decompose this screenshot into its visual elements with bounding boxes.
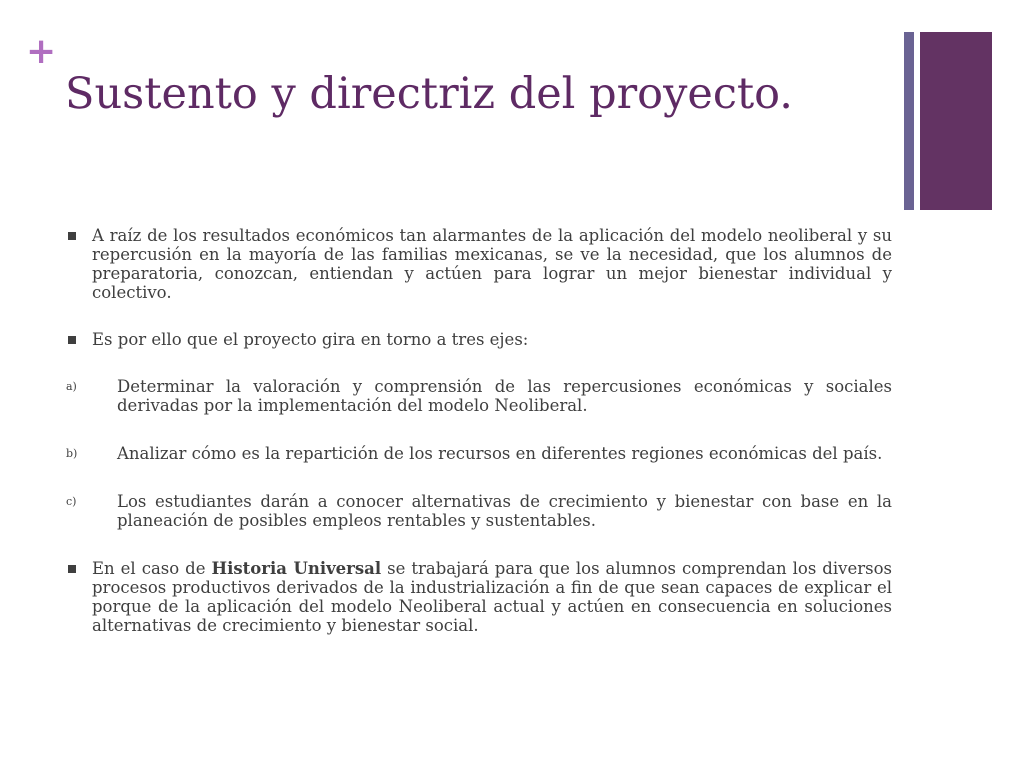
sub-item-marker: a) (66, 380, 77, 393)
text-suffix: se trabajará para que los alumnos comprendan los diversos procesos productivos derivados de la industrialización a fin de que sean capaces de explicar el porque de la aplicación del modelo Neoliberal actual y actúen en consecuencia en soluciones alternativas de crecimiento y bienestar social. (92, 559, 892, 635)
bullet-text: Es por ello que el proyecto gira en torno a tres ejes: (92, 330, 529, 349)
square-bullet-icon (68, 565, 76, 573)
sub-item-marker: c) (66, 495, 77, 508)
sub-item-a (66, 377, 892, 415)
sub-item-marker: b) (66, 447, 78, 460)
square-bullet-icon (68, 336, 76, 344)
bullet-item-2 (66, 330, 892, 349)
sub-item-text: Los estudiantes darán a conocer alternativas de crecimiento y bienestar con base en la planeación de posibles empleos rentables y sustentables. (117, 492, 892, 530)
plus-icon: + (26, 31, 57, 72)
text-prefix: En el caso de (92, 559, 212, 578)
square-bullet-icon (68, 232, 76, 240)
bullet-text (92, 559, 892, 635)
sub-item-b (66, 444, 892, 463)
slide-body (66, 226, 892, 635)
bullet-text: A raíz de los resultados económicos tan alarmantes de la aplicación del modelo neoliberal y su repercusión en la mayoría de las familias mexicanas, se ve la necesidad, que los alumnos de preparatoria, conozcan, entiendan y actúen para lograr un mejor bienestar individual y colectivo. (92, 226, 892, 302)
slide-title: Sustento y directriz del proyecto. (65, 69, 793, 119)
sub-item-c (66, 492, 892, 530)
bullet-item-1 (66, 226, 892, 302)
bold-course-name: Historia Universal (211, 559, 382, 578)
sub-item-text: Analizar cómo es la repartición de los recursos en diferentes regiones económicas del país. (117, 444, 883, 463)
accent-bar-thin (904, 32, 914, 210)
bullet-item-3 (66, 559, 892, 635)
accent-bar-thick (920, 32, 992, 210)
sub-item-text: Determinar la valoración y comprensión de las repercusiones económicas y sociales derivadas por la implementación del modelo Neoliberal. (117, 377, 892, 415)
